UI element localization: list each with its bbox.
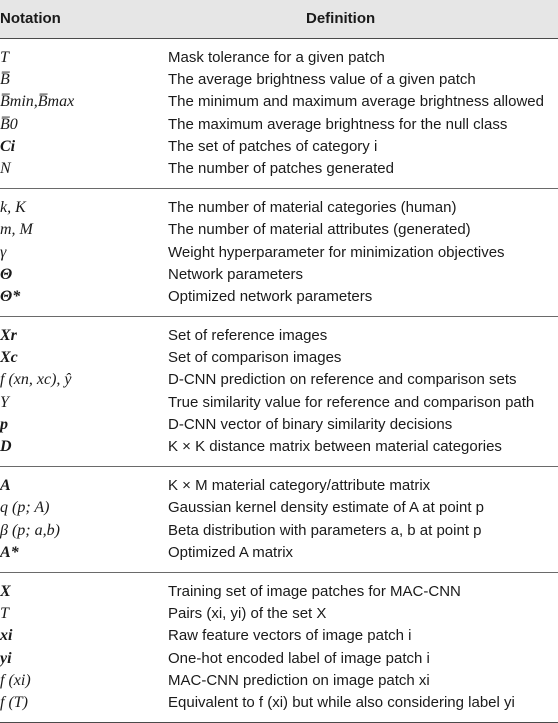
notation-cell: B̅0	[0, 115, 18, 133]
definition-cell: The number of material categories (human)	[168, 199, 457, 217]
definition-cell: Raw feature vectors of image patch i	[168, 627, 412, 645]
table-row	[0, 69, 558, 91]
definition-cell: Weight hyperparameter for minimization objectives	[168, 243, 505, 261]
table-row	[0, 414, 558, 436]
table-row	[0, 581, 558, 603]
definition-cell: Beta distribution with parameters a, b at point p	[168, 521, 482, 539]
notation-cell: Θ	[0, 265, 13, 283]
table-row	[0, 542, 558, 564]
definition-cell: Optimized network parameters	[168, 287, 373, 305]
table-row	[0, 625, 558, 647]
notation-cell: Xc	[0, 349, 18, 367]
table-row	[0, 692, 558, 714]
table-row	[0, 242, 558, 264]
table-row	[0, 91, 558, 113]
notation-cell: N	[0, 159, 11, 177]
definition-cell: The number of material attributes (generated)	[168, 221, 471, 239]
notation-cell: k, K	[0, 199, 26, 217]
notation-cell: β (p; a,b)	[0, 521, 60, 539]
definition-cell: D-CNN vector of binary similarity decisions	[168, 415, 453, 433]
definition-cell: K × K distance matrix between material categories	[168, 438, 502, 455]
definition-cell: Training set of image patches for MAC-CNN	[168, 582, 461, 600]
notation-cell: Xr	[0, 327, 17, 345]
notation-cell: f (T)	[0, 693, 28, 711]
table-row	[0, 347, 558, 369]
definition-cell: Mask tolerance for a given patch	[168, 49, 385, 66]
table-row	[0, 670, 558, 692]
table-group-3	[0, 317, 558, 467]
definition-cell: The maximum average brightness for the null class	[168, 115, 508, 133]
table-row	[0, 436, 558, 458]
definition-cell: The minimum and maximum average brightness allowed	[168, 93, 544, 111]
notation-cell: yi	[0, 649, 12, 667]
notation-cell: A*	[0, 543, 19, 561]
definition-cell: Pairs (xi, yi) of the set X	[168, 605, 327, 623]
table-group-1	[0, 39, 558, 189]
table-row	[0, 264, 558, 286]
header-definition: Definition	[306, 10, 376, 27]
notation-cell: γ	[0, 243, 7, 261]
definition-cell: Set of comparison images	[168, 349, 342, 367]
table-row	[0, 369, 558, 391]
table-group-2	[0, 189, 558, 317]
notation-cell: xi	[0, 627, 13, 645]
table-group-5	[0, 573, 558, 723]
table-row	[0, 497, 558, 519]
definition-cell: True similarity value for reference and comparison path	[168, 393, 535, 411]
table-row	[0, 114, 558, 136]
table-row	[0, 392, 558, 414]
definition-cell: D-CNN prediction on reference and comparison sets	[168, 371, 517, 389]
definition-cell: Gaussian kernel density estimate of A at point p	[168, 499, 485, 517]
table-row	[0, 475, 558, 497]
notation-cell: m, M	[0, 221, 33, 239]
notation-cell: A	[0, 477, 11, 495]
notation-cell: B̅min,B̅max	[0, 93, 75, 111]
definition-cell: The set of patches of category i	[168, 137, 378, 155]
definition-cell: One-hot encoded label of image patch i	[168, 649, 430, 667]
notation-cell: B̅	[0, 71, 10, 89]
notation-cell: D	[0, 438, 12, 455]
table-row	[0, 325, 558, 347]
table-row	[0, 197, 558, 219]
table-row	[0, 219, 558, 241]
notation-cell: T	[0, 49, 9, 66]
notation-cell: T	[0, 605, 9, 623]
header-notation: Notation	[0, 10, 61, 27]
definition-cell: Optimized A matrix	[168, 543, 294, 561]
table-row	[0, 286, 558, 308]
table-header	[0, 0, 558, 39]
definition-cell: The number of patches generated	[168, 159, 394, 177]
table-row	[0, 47, 558, 69]
table-row	[0, 648, 558, 670]
notation-cell: p	[0, 415, 8, 433]
definition-cell: Network parameters	[168, 265, 304, 283]
table-row	[0, 158, 558, 180]
notation-cell: Y	[0, 393, 9, 411]
table-row	[0, 603, 558, 625]
notation-cell: f (xi)	[0, 671, 31, 689]
table-row	[0, 520, 558, 542]
table-row	[0, 136, 558, 158]
definition-cell: Set of reference images	[168, 327, 328, 345]
definition-cell: The average brightness value of a given patch	[168, 71, 476, 89]
definition-cell: Equivalent to f (xi) but while also considering label yi	[168, 693, 515, 711]
definition-cell: K × M material category/attribute matrix	[168, 477, 431, 495]
notation-cell: X	[0, 582, 11, 600]
table-group-4	[0, 467, 558, 573]
notation-cell: Θ*	[0, 287, 21, 305]
notation-cell: q (p; A)	[0, 499, 50, 517]
definition-cell: MAC-CNN prediction on image patch xi	[168, 671, 430, 689]
notation-cell: f (xn, xc), ŷ	[0, 371, 72, 389]
notation-cell: Ci	[0, 137, 16, 155]
